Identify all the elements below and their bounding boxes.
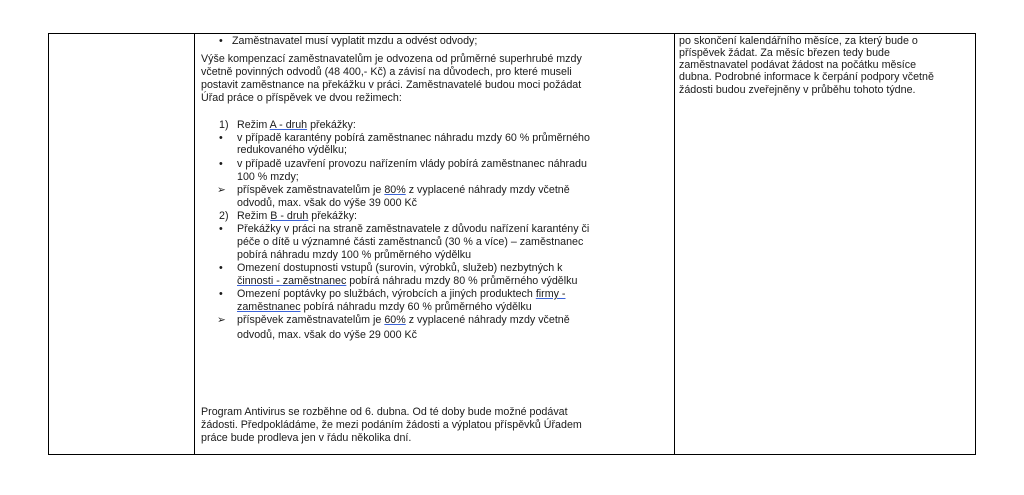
regime-a-percent-link: 80% [384,184,406,196]
document-table [48,33,976,455]
regime-b-bullet-2-link: činnosti - zaměstnanec [237,275,347,287]
right-line-4: dubna. Podrobné informace k čerpání podpory včetně [679,71,934,83]
right-line-1: po skončení kalendářního měsíce, za který bude o [679,35,918,47]
regime-b-heading: Režim B - druh překážky: [237,210,358,222]
regime-a-contribution-line-2: odvodů, max. však do výše 39 000 Kč [237,197,418,209]
top-bullet-text: Zaměstnavatel musí vyplatit mzdu a odvést odvody; [232,35,478,47]
regime-b-bullet-1-line-1: Překážky v práci na straně zaměstnavatele z důvodu nařízení karantény či [237,223,590,235]
regime-a-bullet-1-line-1: v případě karantény pobírá zaměstnanec náhradu mzdy 60 % průměrného [237,132,590,144]
intro-line-1: Výše kompenzací zaměstnavatelům je odvozena od průměrné superhrubé mzdy [201,53,582,65]
regime-a-bullet-1-line-2: redukovaného výdělku; [237,144,347,156]
bullet-icon: • [219,223,223,235]
intro-line-4: Úřad práce o příspěvek ve dvou režimech: [201,92,402,104]
regime-b-percent-link: 60% [384,314,406,326]
regime-b-bullet-1-line-2: péče o dítě u významné části zaměstnanců (30 % a více) – zaměstnanec [237,236,584,248]
regime-b-bullet-2-line-1: Omezení dostupnosti vstupů (surovin, výrobků, služeb) nezbytných k [237,262,563,274]
regime-a-contribution-line-1: příspěvek zaměstnavatelům je 80% z vyplacené náhrady mzdy včetně [237,184,570,196]
regime-b-bullet-2-line-2: činnosti - zaměstnanec pobírá náhradu mzdy 80 % průměrného výdělku [237,275,578,287]
regime-a-bullet-2-line-1: v případě uzavření provozu nařízením vlády pobírá zaměstnanec náhradu [237,158,587,170]
regime-a-heading: Režim A - druh překážky: [237,119,356,131]
intro-line-3: postavit zaměstnance na překážku v práci. Zaměstnavatelé budou moci požádat [201,79,582,91]
regime-b-number: 2) [219,210,229,222]
right-line-3: zaměstnavatel podávat žádost na počátku měsíce [679,59,917,71]
regime-b-bullet-3-link-1: firmy - [535,288,566,300]
regime-b-bullet-3-line-2: zaměstnanec pobírá náhradu mzdy 60 % průměrného výdělku [237,301,532,313]
regime-b-contribution-line-2: odvodů, max. však do výše 29 000 Kč [237,329,418,341]
bullet-icon: • [219,132,223,144]
right-line-2: příspěvek žádat. Za měsíc březen tedy bude [679,47,890,59]
regime-b-bullet-3-link-2: zaměstnanec [237,301,301,313]
bullet-icon: • [219,288,223,300]
regime-a-link: A - druh [269,119,308,131]
bullet-icon: • [219,158,223,170]
bullet-icon: • [219,35,223,47]
column-divider-right [674,34,675,454]
regime-a-number: 1) [219,119,229,131]
regime-b-bullet-1-line-3: pobírá náhradu mzdy 100 % průměrného výdělku [237,249,472,261]
arrow-bullet-icon: ➢ [217,314,226,326]
regime-b-contribution-line-1: příspěvek zaměstnavatelům je 60% z vyplacené náhrady mzdy včetně [237,314,570,326]
right-line-5: žádosti budou zveřejněny v průběhu tohoto týdne. [679,84,916,96]
regime-b-link: B - druh [270,210,309,222]
regime-b-bullet-3-line-1: Omezení poptávky po službách, výrobcích a jiných produktech firmy - [237,288,566,300]
program-line-1: Program Antivirus se rozběhne od 6. dubna. Od té doby bude možné podávat [201,406,568,418]
intro-line-2: včetně povinných odvodů (48 400,- Kč) a závisí na důvodech, pro které museli [201,66,572,78]
column-divider-left [194,34,195,454]
bullet-icon: • [219,262,223,274]
arrow-bullet-icon: ➢ [217,184,226,196]
program-line-3: práce bude prodleva jen v řádu několika dní. [201,432,412,444]
regime-a-bullet-2-line-2: 100 % mzdy; [237,171,299,183]
program-line-2: žádosti. Předpokládáme, že mezi podáním žádosti a výplatou příspěvků Úřadem [201,419,582,431]
